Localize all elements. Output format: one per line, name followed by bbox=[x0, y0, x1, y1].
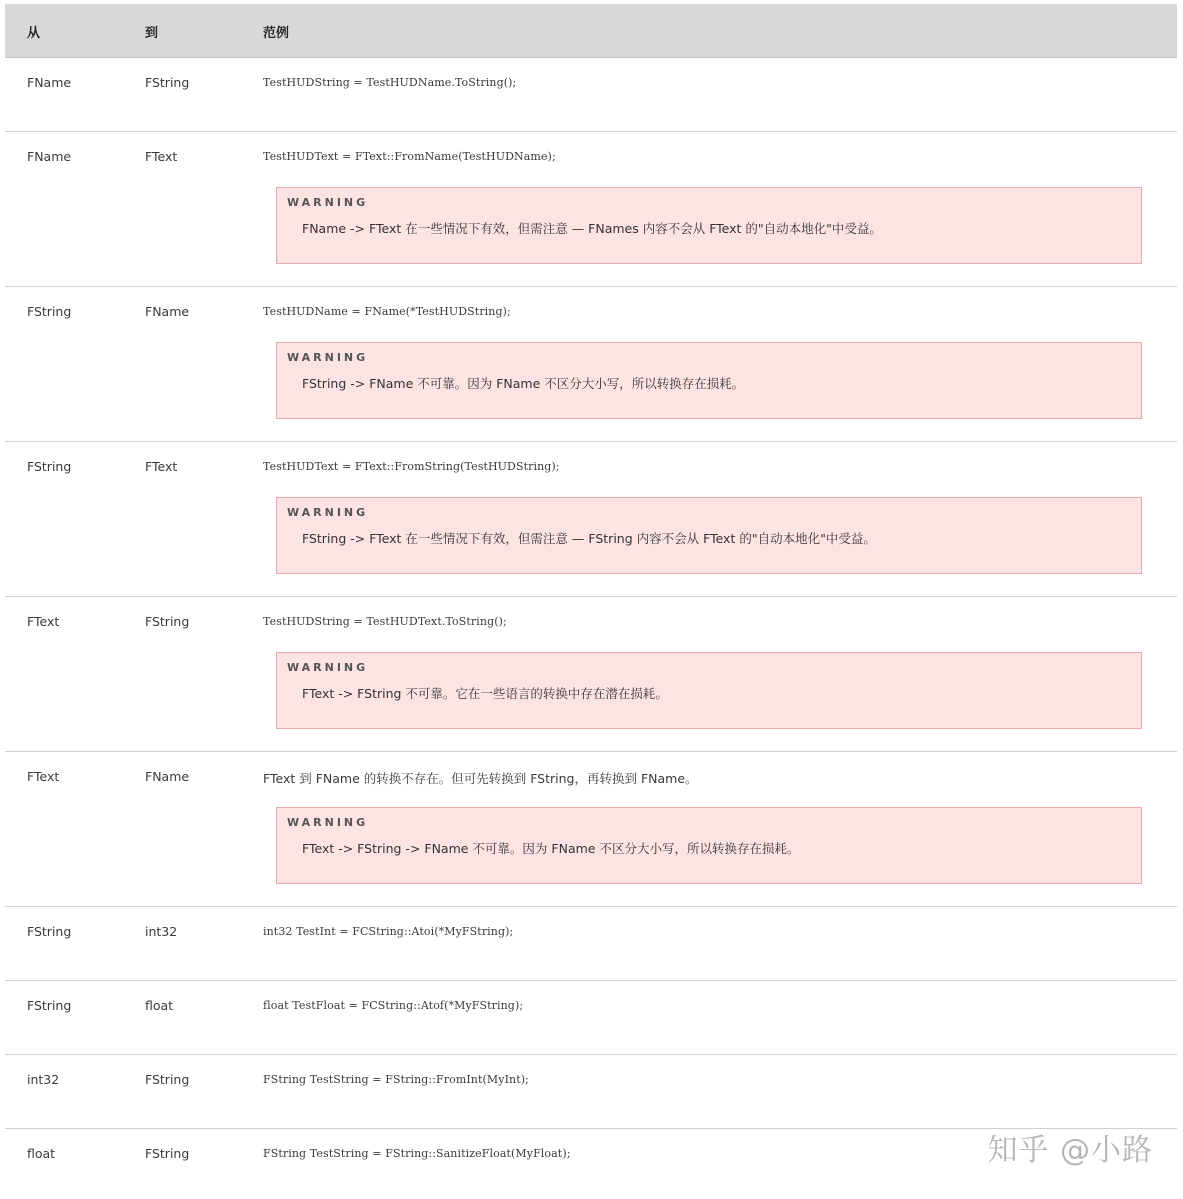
table-row bbox=[5, 597, 1177, 752]
header-example: 范例 bbox=[263, 26, 290, 41]
warning-text: FText -> FString -> FName 不可靠。因为 FName 不区分大小写，所以转换存在损耗。 bbox=[302, 841, 800, 856]
watermark: 知乎 @小路 bbox=[987, 1133, 1153, 1168]
table-row bbox=[5, 58, 1177, 132]
cell-to: FString bbox=[145, 75, 190, 90]
warning-text: FText -> FString 不可靠。它在一些语言的转换中存在潜在损耗。 bbox=[302, 686, 668, 701]
cell-to: FName bbox=[145, 769, 190, 784]
cell-example-code: float TestFloat = FCString::Atof(*MyFString); bbox=[263, 999, 524, 1012]
cell-to: int32 bbox=[145, 924, 178, 939]
cell-example-code: TestHUDString = TestHUDName.ToString(); bbox=[263, 76, 517, 89]
cell-example-code: TestHUDString = TestHUDText.ToString(); bbox=[263, 615, 507, 628]
warning-title: WARNING bbox=[287, 196, 369, 209]
conversion-table bbox=[5, 4, 1177, 1199]
table-row bbox=[5, 907, 1177, 981]
warning-title: WARNING bbox=[287, 816, 369, 829]
cell-from: FName bbox=[27, 75, 72, 90]
table-header bbox=[5, 4, 1177, 58]
table-row bbox=[5, 287, 1177, 442]
cell-from: FName bbox=[27, 149, 72, 164]
cell-from: FString bbox=[27, 924, 72, 939]
warning-text: FString -> FText 在一些情况下有效，但需注意 — FString 内容不会从 FText 的"自动本地化"中受益。 bbox=[302, 531, 876, 546]
table-row bbox=[5, 132, 1177, 287]
table-row bbox=[5, 981, 1177, 1055]
cell-from: FString bbox=[27, 998, 72, 1013]
cell-to: FString bbox=[145, 614, 190, 629]
cell-from: float bbox=[27, 1146, 56, 1161]
cell-to: FText bbox=[145, 459, 178, 474]
cell-example-code: TestHUDText = FText::FromString(TestHUDString); bbox=[263, 460, 560, 473]
cell-example-code: TestHUDText = FText::FromName(TestHUDName); bbox=[263, 150, 556, 163]
cell-from: FString bbox=[27, 304, 72, 319]
warning-box bbox=[276, 342, 1142, 419]
cell-from: FString bbox=[27, 459, 72, 474]
cell-example-text: FText 到 FName 的转换不存在。但可先转换到 FString，再转换到 FName。 bbox=[263, 771, 698, 786]
cell-from: int32 bbox=[27, 1072, 60, 1087]
warning-box bbox=[276, 807, 1142, 884]
cell-to: FString bbox=[145, 1072, 190, 1087]
cell-to: FString bbox=[145, 1146, 190, 1161]
warning-text: FString -> FName 不可靠。因为 FName 不区分大小写，所以转换存在损耗。 bbox=[302, 376, 745, 391]
warning-box bbox=[276, 187, 1142, 264]
warning-box bbox=[276, 652, 1142, 729]
table-row bbox=[5, 1055, 1177, 1129]
warning-box bbox=[276, 497, 1142, 574]
cell-from: FText bbox=[27, 769, 60, 784]
table-row bbox=[5, 442, 1177, 597]
table-row bbox=[5, 752, 1177, 907]
cell-from: FText bbox=[27, 614, 60, 629]
cell-to: FName bbox=[145, 304, 190, 319]
warning-title: WARNING bbox=[287, 661, 369, 674]
cell-example-code: int32 TestInt = FCString::Atoi(*MyFString); bbox=[263, 925, 514, 938]
warning-text: FName -> FText 在一些情况下有效，但需注意 — FNames 内容不会从 FText 的"自动本地化"中受益。 bbox=[302, 221, 882, 236]
cell-example-code: FString TestString = FString::SanitizeFloat(MyFloat); bbox=[263, 1147, 571, 1160]
cell-to: float bbox=[145, 998, 174, 1013]
header-from: 从 bbox=[27, 26, 41, 41]
cell-example-code: TestHUDName = FName(*TestHUDString); bbox=[263, 305, 511, 318]
cell-to: FText bbox=[145, 149, 178, 164]
cell-example-code: FString TestString = FString::FromInt(MyInt); bbox=[263, 1073, 529, 1086]
header-to: 到 bbox=[145, 26, 159, 41]
warning-title: WARNING bbox=[287, 506, 369, 519]
warning-title: WARNING bbox=[287, 351, 369, 364]
